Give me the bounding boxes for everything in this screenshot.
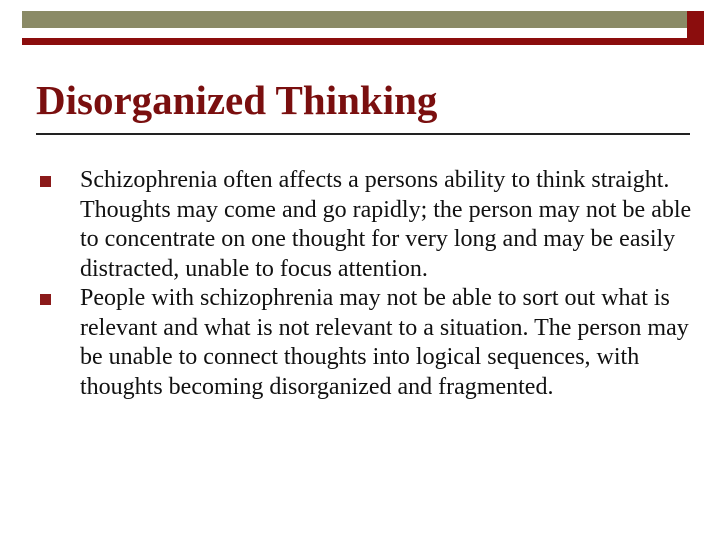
olive-band [22,11,704,28]
bullet-text: People with schizophrenia may not be able to sort out what is relevant and what is not relevant to a situation. The person may be unable to connect thoughts into logical sequences, with thoughts becoming disorganized and fragmented. [80,285,689,400]
bullet-item [40,284,715,402]
bullet-list [40,166,715,402]
square-bullet-icon [40,294,51,305]
slide-title: Disorganized Thinking [36,77,438,123]
corner-block [687,11,704,45]
title-divider [36,133,690,135]
bullet-text: Schizophrenia often affects a persons ability to think straight. Thoughts may come and go rapidly; the person may not be able to concentrate on one thought for very long and may be easily distracted, unable to focus attention. [80,167,692,282]
maroon-band [22,38,704,45]
decorative-header-bar [22,11,704,33]
bullet-item [40,166,715,284]
square-bullet-icon [40,176,51,187]
